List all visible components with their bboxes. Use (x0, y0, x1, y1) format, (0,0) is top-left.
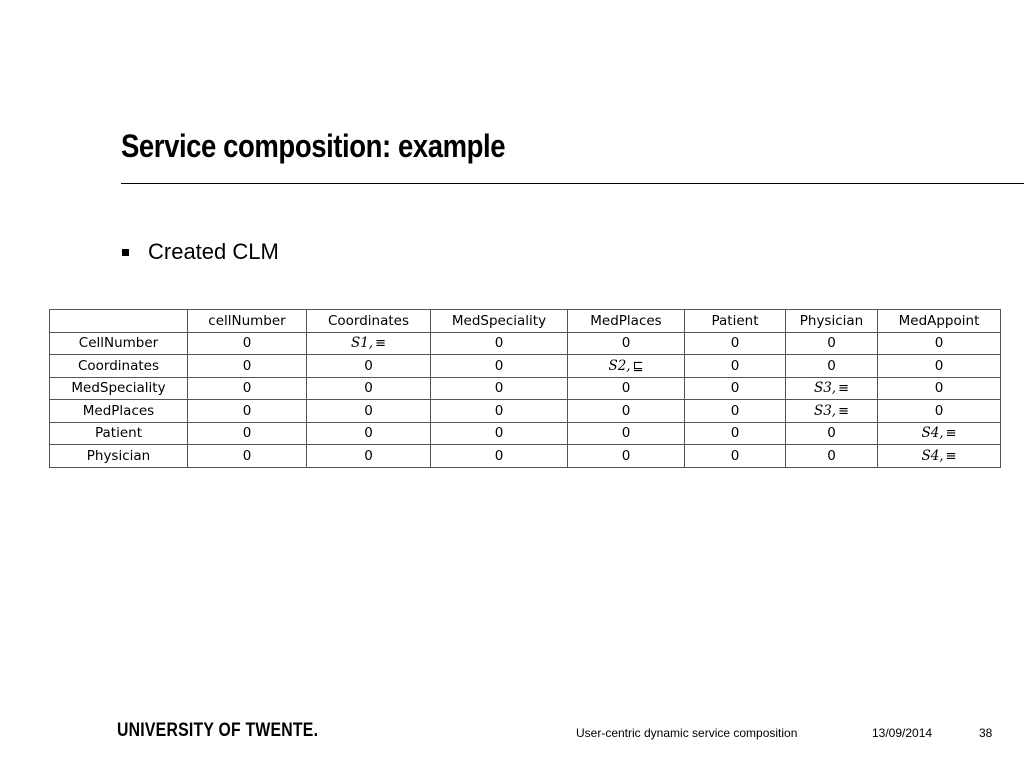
table-cell: 0 (307, 422, 431, 445)
header-cell: MedAppoint (878, 310, 1001, 333)
relation-operator: ≡ (838, 403, 850, 419)
relation-operator: ≡ (945, 426, 957, 442)
row-label: Physician (50, 445, 188, 468)
clm-table (49, 309, 1001, 468)
row-label: Patient (50, 422, 188, 445)
table-cell: 0 (431, 400, 568, 423)
table-cell: 0 (431, 445, 568, 468)
service-label: S2, (608, 357, 631, 374)
page-number: 38 (979, 726, 993, 740)
service-label: S4, (921, 425, 944, 442)
header-cell: Patient (685, 310, 786, 333)
header-cell: MedSpeciality (431, 310, 568, 333)
table-row (50, 377, 1001, 400)
table-cell (307, 332, 431, 355)
table-row (50, 400, 1001, 423)
table-cell: 0 (786, 355, 878, 378)
table-cell (878, 422, 1001, 445)
table-cell: 0 (786, 332, 878, 355)
table-cell: 0 (786, 422, 878, 445)
square-bullet-icon (122, 249, 129, 256)
table-cell: 0 (307, 445, 431, 468)
table-row (50, 422, 1001, 445)
header-cell: MedPlaces (568, 310, 685, 333)
header-cell: Physician (786, 310, 878, 333)
row-label: MedSpeciality (50, 377, 188, 400)
bullet-item (122, 239, 279, 265)
service-label: S1, (350, 335, 374, 352)
table-cell: 0 (307, 377, 431, 400)
table-cell: 0 (188, 355, 307, 378)
table-cell: 0 (188, 332, 307, 355)
table-cell: 0 (431, 332, 568, 355)
relation-operator: ≡ (375, 336, 387, 352)
table-cell (878, 445, 1001, 468)
table-cell: 0 (431, 377, 568, 400)
relation-operator: ≡ (838, 381, 850, 397)
relation-operator: ≡ (945, 448, 957, 464)
bullet-text: Created CLM (148, 239, 279, 264)
table-cell: 0 (685, 445, 786, 468)
table-cell: 0 (878, 400, 1001, 423)
row-label: CellNumber (50, 332, 188, 355)
table-row (50, 355, 1001, 378)
table-cell: 0 (786, 445, 878, 468)
table-cell (786, 400, 878, 423)
table-cell: 0 (568, 332, 685, 355)
table-cell: 0 (431, 355, 568, 378)
table-row (50, 445, 1001, 468)
relation-operator: ⊑ (632, 358, 644, 374)
table-cell: 0 (568, 400, 685, 423)
table-cell: 0 (307, 355, 431, 378)
header-cell (50, 310, 188, 333)
footer-subject: User-centric dynamic service composition (576, 726, 798, 740)
table-cell (786, 377, 878, 400)
service-label: S3, (813, 402, 837, 419)
table-cell: 0 (685, 355, 786, 378)
table-cell (568, 355, 685, 378)
table-cell: 0 (568, 422, 685, 445)
header-cell: Coordinates (307, 310, 431, 333)
slide-title: Service composition: example (121, 128, 506, 164)
table-cell: 0 (431, 422, 568, 445)
table-cell: 0 (568, 445, 685, 468)
table-cell: 0 (685, 332, 786, 355)
table-row (50, 332, 1001, 355)
row-label: MedPlaces (50, 400, 188, 423)
table-cell: 0 (307, 400, 431, 423)
table-cell: 0 (188, 400, 307, 423)
table-cell: 0 (188, 422, 307, 445)
table-cell: 0 (878, 355, 1001, 378)
table-cell: 0 (188, 445, 307, 468)
table-cell: 0 (568, 377, 685, 400)
table-cell: 0 (685, 377, 786, 400)
table-cell: 0 (685, 422, 786, 445)
service-label: S4, (921, 447, 944, 464)
row-label: Coordinates (50, 355, 188, 378)
table-body (50, 332, 1001, 467)
table-cell: 0 (685, 400, 786, 423)
title-divider (121, 183, 1024, 184)
header-cell: cellNumber (188, 310, 307, 333)
table-cell: 0 (878, 377, 1001, 400)
footer-date: 13/09/2014 (872, 726, 933, 740)
university-logo: UNIVERSITY OF TWENTE. (117, 720, 319, 741)
table-header-row (50, 310, 1001, 333)
service-label: S3, (813, 380, 837, 397)
table-cell: 0 (188, 377, 307, 400)
table-cell: 0 (878, 332, 1001, 355)
